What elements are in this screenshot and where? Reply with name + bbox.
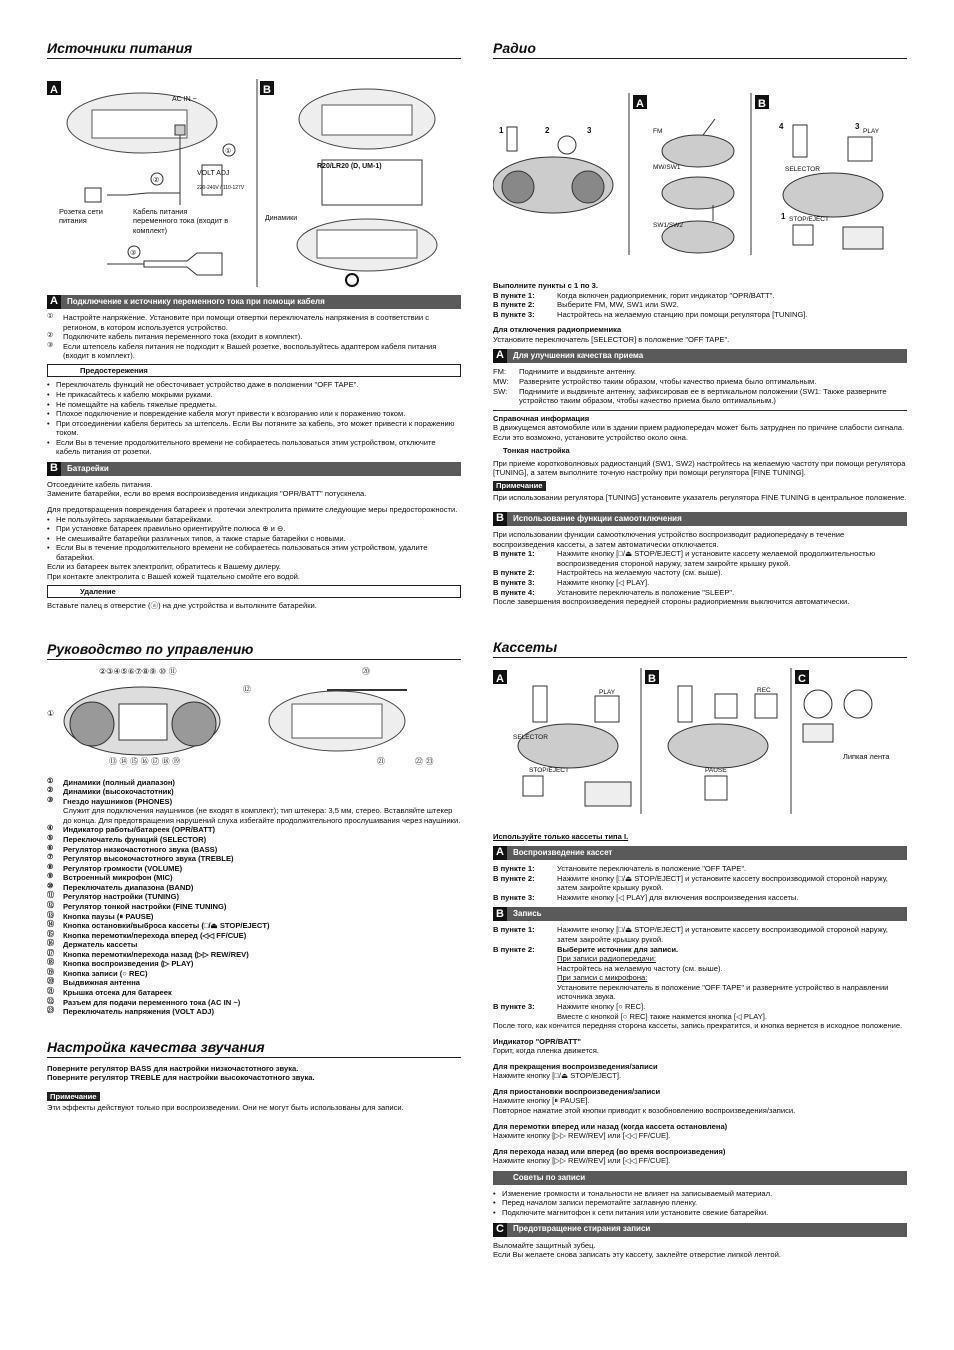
list-item: ③ Если штепсель кабеля питания не подходит к Вашей розетке, воспользуйтесь адаптером кабеля питания (входит в комплект).: [47, 341, 437, 361]
band-list: [493, 367, 907, 405]
list-item: Вместе с кнопкой [○ REC] также нажмется кнопка [◁ PLAY].: [557, 1011, 768, 1021]
list-item: ㉒ Разъем для подачи переменного тока (AC IN ~): [47, 997, 241, 1007]
callout-3: ③: [130, 250, 137, 257]
sleep-title: Использование функции самоотключения: [513, 514, 682, 524]
list-item: ⑱ Кнопка воспроизведения (▷ PLAY): [47, 959, 194, 969]
ref-title: Справочная информация: [493, 413, 590, 423]
fine-text: При приеме коротковолновых радиостанций (SW1, SW2) настройтесь на желаемую частоту при помощи регулятора [TUNING], а затем выполните точную настройку при помощи регулятора [FINE TUNING].: [493, 458, 906, 478]
list-item: ⑧ Регулятор громкости (VOLUME): [47, 863, 183, 873]
list-item: • Переключатель функций не обесточивает устройство даже в положении "OFF TAPE".: [47, 380, 461, 390]
list-item: В пункте 4: Установите переключатель в положение "SLEEP".: [493, 587, 735, 597]
radio-off-text: Установите переключатель [SELECTOR] в положение "OFF TAPE".: [493, 334, 730, 344]
list-item: • Изменение громкости и тональности не влияет на записываемый материал.: [493, 1189, 907, 1199]
section-bar-playback: A Воспроизведение кассет: [493, 846, 907, 860]
sticky-tape-label: Липкая лента: [843, 751, 890, 761]
svg-text:1: 1: [499, 126, 504, 135]
svg-text:⑬ ⑭ ⑮ ⑯ ⑰ ⑱ ⑲: ⑬ ⑭ ⑮ ⑯ ⑰ ⑱ ⑲: [109, 756, 181, 766]
removal-text: Вставьте палец в отверстие (ⓐ) на дне устройства и вытолкните батарейки.: [47, 601, 317, 611]
sound-note: Эти эффекты действуют только при воспроизведении. Они не могут быть использованы для записи.: [47, 1103, 404, 1113]
svg-text:①: ①: [47, 708, 55, 718]
cable-caption: Кабель питания переменного тока (входит в комплект): [133, 207, 229, 235]
list-item: В пункте 1: Нажмите кнопку [□/⏏ STOP/EJECT] и установите кассету воспроизводимой стороной наружу, затем закройте крышку рукой.: [493, 925, 888, 944]
list-item: • При установке батареек правильно ориентируйте полюса ⊕ и ⊖.: [47, 524, 461, 534]
list-item: ⑯ Держатель кассеты: [47, 940, 138, 950]
tapes-title: Кассеты: [493, 639, 907, 658]
radio-sw-label: SW1/SW2: [653, 222, 683, 229]
right-column: [493, 40, 907, 1260]
list-item: ⑫ Регулятор тонкой настройки (FINE TUNING): [47, 901, 227, 911]
list-item: В пункте 2: Нажмите кнопку [□/⏏ STOP/EJECT] и установите кассету воспроизводимой стороной наружу, затем закройте крышку рукой.: [493, 873, 888, 893]
radio-fm-label: FM: [653, 128, 663, 135]
ref-text: В движущемся автомобиле или в здании прием радиопередач может быть затруднен по причине слабости сигнала. Если это возможно, установите устройство около окна.: [493, 423, 905, 442]
pause-text-2: Повторное нажатие этой кнопки приводит к возобновлению воспроизведения/записи.: [493, 1106, 796, 1115]
tips-list: [493, 1189, 907, 1218]
erase-title: Предотвращение стирания записи: [513, 1224, 651, 1234]
svg-text:⑳: ⑳: [362, 666, 370, 676]
radio-steps: [493, 291, 907, 320]
svg-text:3: 3: [587, 126, 592, 135]
list-item: ⑩ Переключатель диапазона (BAND): [47, 882, 194, 892]
callout-2: ②: [153, 177, 160, 184]
record-steps: [493, 925, 907, 1021]
list-item: В пункте 1: Когда включен радиоприемник, горит индикатор "OPR/BATT".: [493, 290, 775, 300]
tips-title: Советы по записи: [513, 1172, 586, 1182]
sleep-intro: При использовании функции самоотключения устройство воспроизводит радиопередачу в течение воспроизведения кассеты, а затем автоматически отключается.: [493, 530, 845, 549]
radio-note-tag: Примечание: [493, 481, 546, 491]
left-column: [47, 40, 461, 1113]
list-item: • Подключите магнитофон к сети питания или установите свежие батарейки.: [493, 1208, 907, 1218]
svg-text:㉒ ㉓: ㉒ ㉓: [415, 756, 434, 766]
sound-bass: Поверните регулятор BASS для настройки низкочастотного звука.: [47, 1063, 299, 1073]
list-item: При записи с микрофона:: [557, 973, 648, 983]
list-item: В пункте 1: Нажмите кнопку [□/⏏ STOP/EJECT] и установите кассету желаемой продолжительностью воспроизведения стороной наружу, затем закройте крышку рукой.: [493, 549, 876, 568]
tape-type-note: Используйте только кассеты типа I.: [493, 831, 629, 841]
list-item: ⑪ Регулятор настройки (TUNING): [47, 892, 180, 902]
indicator-text: Горит, когда пленка движется.: [493, 1046, 599, 1056]
list-item: • Перед началом записи перемотайте заглавную пленку.: [493, 1198, 907, 1208]
list-item: ① Настройте напряжение. Установите при помощи отвертки переключатель напряжения в соответствии с регионом, в котором используется устройство.: [47, 313, 430, 332]
svg-text:2: 2: [545, 126, 550, 135]
ac-in-label: AC IN ~: [172, 96, 197, 103]
list-item: ⑤ Переключатель функций (SELECTOR): [47, 835, 207, 844]
battery-type-label: R20/LR20 (D, UM-1): [317, 163, 382, 170]
stop-text: Нажмите кнопку [□/⏏ STOP/EJECT].: [493, 1071, 622, 1081]
section-bar-reception: A Для улучшения качества приема: [493, 349, 907, 363]
caution-heading: Предостережения: [47, 364, 461, 378]
section-bar-sleep: B Использование функции самоотключения: [493, 512, 907, 526]
power-figure: [47, 65, 461, 290]
svg-text:C: C: [798, 672, 806, 685]
controls-illustration: [47, 666, 461, 778]
tapes-rec-label: REC: [757, 686, 771, 694]
socket-caption: Розетка сети питания: [59, 207, 103, 226]
tapes-play-label: PLAY: [599, 688, 616, 696]
list-item: ④ Индикатор работы/батареек (OPR/BATT): [47, 825, 216, 835]
svg-text:⑫: ⑫: [243, 684, 251, 694]
list-item: SW: Поднимите и выдвиньте антенну, зафиксировав ее в вертикальном положении (SW1: Также разверните устройство таким образом, чтобы качество приема было оптимальным.): [493, 386, 887, 406]
svg-text:B: B: [263, 84, 271, 96]
list-item: • Не пользуйтесь заряжаемыми батарейками.: [47, 515, 461, 525]
record-title: Запись: [513, 909, 542, 919]
list-item: • Если Вы в течение продолжительного времени не собираетесь пользоваться этим устройством, удалите батарейки.: [47, 543, 461, 562]
svg-text:4: 4: [779, 122, 784, 131]
radio-illustration: [493, 65, 907, 255]
list-item: • Если Вы в течение продолжительного времени не собираетесь пользоваться этим устройством, отключите кабель питания от розетки.: [47, 438, 461, 457]
section-bar-batteries: B Батарейки: [47, 462, 461, 476]
svg-text:B: B: [648, 672, 656, 685]
controls-title: Руководство по управлению: [47, 641, 461, 660]
pause-title: Для приостановки воспроизведения/записи: [493, 1086, 661, 1096]
ac-section-title: Подключение к источнику переменного тока при помощи кабеля: [67, 296, 325, 306]
list-item: ③ Гнездо наушников (PHONES) Служит для подключения наушников (не входят в комплект); тип штекера: 3,5 мм, стерео. Вставляйте штекер до конца. Для предотвращения нарушений слуха избегайте продолжительного прослушивания через наушники.: [47, 796, 461, 825]
list-item: • При отсоединении кабеля беритесь за штепсель. Если Вы потяните за кабель, это может привести к поражению током.: [47, 419, 461, 438]
sound-title: Настройка качества звучания: [47, 1039, 461, 1058]
list-item: ⑰ Кнопка перемотки/перехода назад (▷▷ REW/REV): [47, 949, 249, 959]
ff-title: Для перемотки вперед или назад (когда кассета остановлена): [493, 1121, 728, 1131]
section-bar-record: B Запись: [493, 907, 907, 921]
list-item: При записи радиопередачи:: [557, 954, 656, 964]
batt-text-1: Отсоедините кабель питания.: [47, 479, 153, 489]
radio-figure: [493, 65, 907, 255]
playback-steps: [493, 864, 907, 902]
ac-steps: [47, 313, 461, 361]
radio-off-title: Для отключения радиоприемника: [493, 325, 622, 335]
svg-text:B: B: [758, 98, 766, 110]
playback-title: Воспроизведение кассет: [513, 848, 613, 858]
list-item: В пункте 2: Выберите FM, MW, SW1 или SW2.: [493, 300, 679, 310]
radio-intro: Выполните пункты с 1 по 3.: [493, 281, 598, 290]
radio-play-label: PLAY: [863, 128, 880, 135]
section-bar-tips: [493, 1171, 907, 1185]
svg-text:A: A: [636, 98, 644, 110]
batt-text-4: Если из батареек вытек электролит, обратитесь к Вашему дилеру.: [47, 562, 281, 572]
list-item: В пункте 3: Настройтесь на желаемую станцию при помощи регулятора [TUNING].: [493, 309, 808, 319]
speakers-label: Динамики: [265, 215, 298, 222]
svg-text:A: A: [496, 672, 504, 685]
erase-text-1: Выломайте защитный зубец.: [493, 1240, 596, 1250]
tapes-illustration: [493, 664, 907, 814]
section-bar-ac: A Подключение к источнику переменного тока при помощи кабеля: [47, 295, 461, 309]
removal-heading: Удаление: [47, 585, 461, 599]
caution-list: [47, 380, 461, 457]
list-item: • Не смешивайте батарейки различных типов, а также старые батарейки с новыми.: [47, 534, 461, 544]
radio-note: При использовании регулятора [TUNING] установите указатель регулятора FINE TUNING в центральное положение.: [493, 492, 907, 502]
list-item: ⑳ Выдвижная антенна: [47, 978, 141, 988]
sound-treble: Поверните регулятор TREBLE для настройки высокочастотного звука.: [47, 1073, 315, 1083]
list-item: ⑦ Регулятор высокочастотного звука (TREBLE): [47, 854, 234, 864]
list-item: ⑨ Встроенный микрофон (MIC): [47, 873, 173, 883]
reception-title: Для улучшения качества приема: [513, 351, 644, 361]
stop-title: Для прекращения воспроизведения/записи: [493, 1061, 658, 1071]
controls-figure: [47, 666, 461, 778]
tapes-figure: [493, 664, 907, 814]
list-item: В пункте 3: Нажмите кнопку [○ REC].: [493, 1001, 646, 1011]
indicator-title: Индикатор "OPR/BATT": [493, 1036, 582, 1046]
tapes-pause-label: PAUSE: [705, 766, 727, 774]
batt-text-5: При контакте электролита с Вашей кожей тщательно смойте его водой.: [47, 571, 301, 581]
list-item: Установите переключатель в положение "OFF TAPE" и разверните устройство в направлении источника звука.: [557, 982, 889, 1002]
tapes-selector-label: SELECTOR: [513, 733, 548, 741]
list-item: ② Подключите кабель питания переменного тока (входит в комплект).: [47, 332, 303, 342]
sleep-end: После завершения воспроизведения передней стороны радиоприемник выключится автоматически.: [493, 597, 850, 607]
list-item: • Не помещайте на кабель тяжелые предметы.: [47, 400, 461, 410]
list-item: ⑭ Кнопка остановки/выброса кассеты (□/⏏ STOP/EJECT): [47, 921, 270, 931]
ff-text: Нажмите кнопку [▷▷ REW/REV] или [◁◁ FF/CUE].: [493, 1131, 671, 1141]
section-bar-erase: C Предотвращение стирания записи: [493, 1223, 907, 1237]
list-item: ⑥ Регулятор низкочастотного звука (BASS): [47, 844, 218, 854]
list-item: ㉑ Крышка отсека для батареек: [47, 988, 172, 997]
svg-text:A: A: [50, 84, 58, 96]
fine-title: Тонкая настройка: [503, 446, 570, 456]
cue-text: Нажмите кнопку [▷▷ REW/REV] или [◁◁ FF/CUE].: [493, 1156, 671, 1166]
list-item: • Не прикасайтесь к кабелю мокрыми руками.: [47, 390, 461, 400]
battery-list: [47, 515, 461, 563]
list-item: В пункте 3: Нажмите кнопку [◁ PLAY].: [493, 577, 650, 587]
controls-list: [47, 778, 461, 1017]
tapes-stop-label: STOP/EJECT: [529, 766, 569, 774]
svg-text:1: 1: [781, 212, 786, 221]
list-item: ⑲ Кнопка записи (○ REC): [47, 968, 148, 978]
list-item: Настройтесь на желаемую частоту (см. выше).: [557, 963, 723, 973]
list-item: В пункте 2: Выберите источник для записи.: [493, 944, 679, 954]
volt-adj-label: VOLT ADJ: [197, 170, 230, 177]
power-illustration: [47, 65, 461, 290]
volts-label: 220-240V / 110-127V: [197, 185, 245, 191]
record-end: После того, как кончится передняя сторона кассеты, запись прекратится, и кнопка вернется в исходное положение.: [493, 1021, 903, 1031]
svg-text:②③④⑤⑥⑦⑧⑨ ⑩ ⑪: ②③④⑤⑥⑦⑧⑨ ⑩ ⑪: [99, 666, 177, 676]
list-item: В пункте 1: Установите переключатель в положение "OFF TAPE".: [493, 864, 747, 874]
erase-text-2: Если Вы желаете снова записать эту кассету, заклейте отверстие липкой лентой.: [493, 1250, 781, 1260]
radio-mw-label: MW/SW1: [653, 164, 681, 171]
radio-stop-label: STOP/EJECT: [789, 216, 829, 223]
radio-title: Радио: [493, 40, 907, 59]
list-item: MW: Разверните устройство таким образом, чтобы качество приема было оптимальным.: [493, 376, 817, 386]
svg-text:3: 3: [855, 122, 860, 131]
list-item: ② Динамики (высокочастотник): [47, 787, 174, 797]
list-item: ⑬ Кнопка паузы (⏸ PAUSE): [47, 911, 154, 921]
list-item: • Плохое подключение и повреждение кабеля могут привести к возгоранию или к поражению током.: [47, 409, 461, 419]
sleep-steps: [493, 549, 907, 597]
svg-text:㉑: ㉑: [377, 756, 385, 766]
list-item: В пункте 3: Нажмите кнопку [◁ PLAY] для включения воспроизведения кассеты.: [493, 892, 799, 902]
batt-text-3: Для предотвращения повреждения батареек и протечки электролита примите следующие меры предосторожности.: [47, 505, 458, 514]
radio-selector-label: SELECTOR: [785, 166, 820, 173]
cue-title: Для перехода назад или вперед (во время воспроизведения): [493, 1146, 726, 1156]
list-item: ⑮ Кнопка перемотки/перехода вперед (◁◁ FF/CUE): [47, 930, 247, 940]
list-item: FM: Поднимите и выдвиньте антенну.: [493, 367, 636, 377]
power-title: Источники питания: [47, 40, 461, 59]
list-item: ㉓ Переключатель напряжения (VOLT ADJ): [47, 1007, 215, 1017]
list-item: В пункте 2: Настройтесь на желаемую частоту (см. выше).: [493, 568, 723, 578]
sound-note-tag: Примечание: [47, 1092, 100, 1102]
pause-text-1: Нажмите кнопку [⏸ PAUSE].: [493, 1096, 590, 1106]
list-item: ① Динамики (полный диапазон): [47, 777, 175, 787]
callout-1: ①: [225, 148, 232, 155]
batteries-title: Батарейки: [67, 463, 109, 473]
batt-text-2: Замените батарейки, если во время воспроизведения индикация "OPR/BATT" потускнела.: [47, 489, 367, 499]
